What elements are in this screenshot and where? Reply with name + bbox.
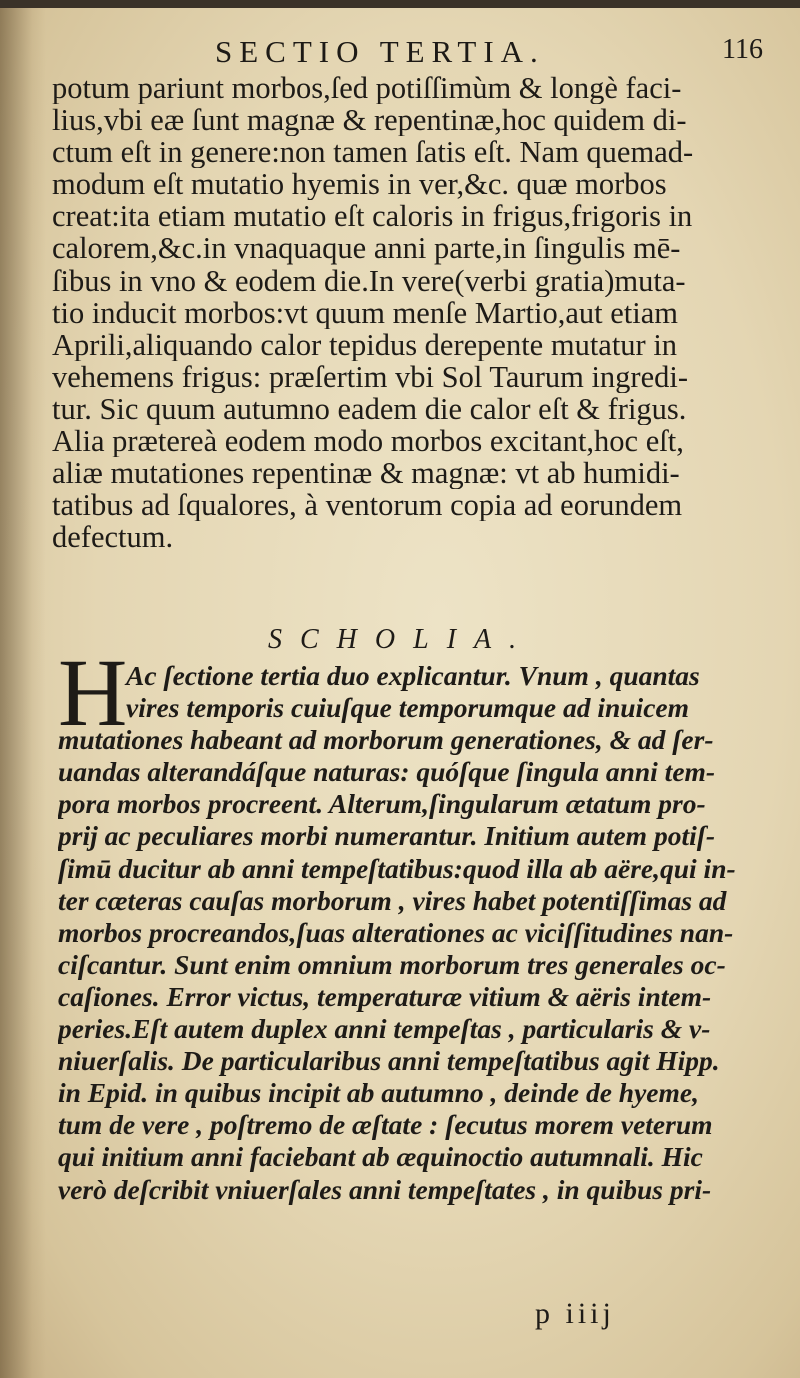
text-line: calorem,&c.in vnaquaque anni parte,in ſingulis mē- (52, 232, 681, 265)
scholia-line: vires temporis cuiuſque temporumque ad inuicem (126, 692, 689, 724)
signature-mark: p iiij (535, 1297, 615, 1330)
scholia-line: in Epid. in quibus incipit ab autumno , deinde de hyeme, (58, 1077, 699, 1109)
text-line: creat:ita etiam mutatio eſt caloris in frigus,frigoris in (52, 200, 693, 233)
scholia-line: Ac ſectione tertia duo explicantur. Vnum , quantas (126, 660, 700, 691)
text-line: aliæ mutationes repentinæ & magnæ: vt ab humidi- (52, 457, 680, 490)
scholia-line: mutationes habeant ad morborum generationes, & ad ſer- (58, 724, 714, 756)
text-line: lius,vbi eæ ſunt magnæ & repentinæ,hoc quidem di- (52, 104, 687, 137)
scholia-line: tum de vere , poſtremo de æſtate : ſecutus morem veterum (58, 1109, 713, 1141)
text-line: Alia prætereà eodem modo morbos excitant,hoc eſt, (52, 425, 684, 458)
scholia-line: niuerſalis. De particularibus anni tempeſtatibus agit Hipp. (58, 1045, 720, 1077)
scholia-line: peries.Eſt autem duplex anni tempeſtas , particularis & v- (58, 1013, 711, 1045)
text-line: ctum eſt in genere:non tamen ſatis eſt. Nam quemad- (52, 136, 694, 169)
text-line: potum pariunt morbos,ſed potiſſimùm & longè faci- (52, 72, 682, 105)
text-line: tatibus ad ſqualores, à ventorum copia ad eorundem (52, 489, 683, 522)
text-line: modum eſt mutatio hyemis in ver,&c. quæ morbos (52, 168, 667, 201)
page-header (215, 30, 775, 74)
scholia-line: ter cæteras cauſas morborum , vires habet potentiſſimas ad (58, 884, 727, 916)
drop-capital: H (58, 639, 128, 746)
scholia-line: caſiones. Error victus, temperaturæ vitium & aëris intem- (58, 980, 712, 1012)
scholia-line: ciſcantur. Sunt enim omnium morborum tres generales oc- (58, 948, 726, 980)
text-line: tio inducit morbos:vt quum menſe Martio,aut etiam (52, 296, 678, 329)
text-line: Aprili,aliquando calor tepidus derepente mutatur in (52, 328, 678, 361)
text-line: defectum. (52, 521, 174, 554)
top-edge (0, 0, 800, 8)
scholia-line: ſimū ducitur ab anni tempeſtatibus:quod illa ab aëre,qui in- (58, 852, 736, 884)
scholia-line: qui initium anni faciebant ab æquinoctio autumnali. Hic (58, 1141, 703, 1173)
scholia-line: verò deſcribit vniuerſales anni tempeſtates , in quibus pri- (58, 1173, 712, 1205)
scholia-line: morbos procreandos,ſuas alterationes ac viciſſitudines nan- (58, 916, 734, 948)
scholia-line: uandas alterandáſque naturas: quóſque ſingula anni tem- (58, 756, 716, 788)
running-head: SECTIO TERTIA. (215, 34, 545, 69)
scholia-text-block (58, 660, 770, 1206)
scholia-line: pora morbos procreent. Alterum,ſingularum ætatum pro- (58, 788, 706, 820)
scholia-heading: SCHOLIA. (268, 624, 535, 655)
page-number: 116 (722, 34, 763, 65)
scholia-line: prij ac peculiares morbi numerantur. Initium autem potiſ- (58, 820, 716, 852)
text-line: vehemens frigus: præſertim vbi Sol Taurum ingredi- (52, 360, 689, 393)
main-text-block (52, 72, 770, 553)
text-line: ſibus in vno & eodem die.In vere(verbi gratia)muta- (52, 264, 686, 297)
text-line: tur. Sic quum autumno eadem die calor eſt & frigus. (52, 392, 687, 426)
